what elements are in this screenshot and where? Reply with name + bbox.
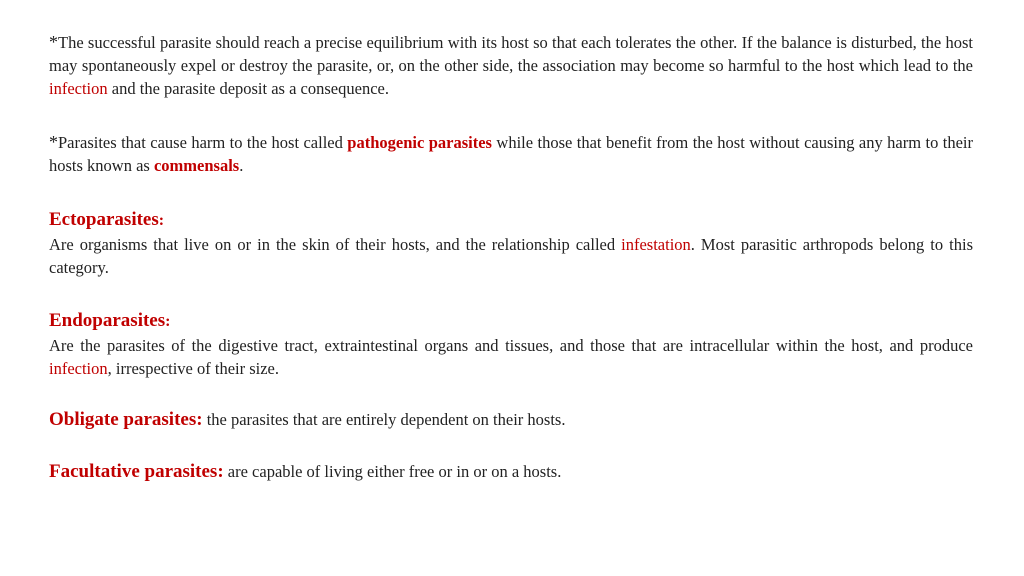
heading-colon: : bbox=[158, 212, 165, 229]
paragraph-text: Are organisms that live on or in the skin of their hosts, and the relationship called bbox=[49, 235, 622, 254]
bullet-star: * bbox=[49, 132, 58, 152]
heading-facultative-parasites: Facultative parasites: bbox=[49, 461, 224, 482]
term-infection: infection bbox=[49, 359, 108, 378]
heading-colon: : bbox=[165, 313, 171, 330]
heading-ectoparasites bbox=[49, 207, 973, 233]
paragraph-text: the parasites that are entirely dependent on their hosts. bbox=[202, 410, 566, 429]
paragraph-pathogenic bbox=[49, 131, 973, 177]
paragraph-text: Are the parasites of the digestive tract, extraintestinal organs and tissues, and those that are intracellular within the host, and produce bbox=[49, 336, 973, 355]
paragraph-text: are capable of living either free or in or on a hosts. bbox=[223, 462, 562, 481]
paragraph-text: and the parasite deposit as a consequence. bbox=[107, 79, 389, 98]
term-pathogenic-parasites: pathogenic parasites bbox=[347, 133, 492, 152]
term-infection: infection bbox=[49, 79, 108, 98]
paragraph-text: Parasites that cause harm to the host called bbox=[58, 133, 348, 152]
term-infestation: infestation bbox=[621, 235, 691, 254]
paragraph-text: The successful parasite should reach a precise equilibrium with its host so that each tolerates the other. If the balance is disturbed, the host may spontaneously expel or destroy the parasite, or, on the other side, the association may become so harmful to the host which lead to the bbox=[49, 33, 973, 75]
section-ectoparasites bbox=[49, 207, 973, 279]
paragraph-text: while those that benefit from the host without causing any harm to their hosts known as bbox=[49, 133, 973, 175]
term-commensals: commensals bbox=[153, 156, 240, 175]
paragraph-text: , irrespective of their size. bbox=[107, 359, 279, 378]
bullet-star: * bbox=[49, 32, 58, 52]
heading-text: Ectoparasites bbox=[49, 209, 159, 230]
paragraph-text: . bbox=[239, 156, 244, 175]
heading-text: Endoparasites bbox=[49, 310, 166, 331]
paragraph-equilibrium bbox=[49, 31, 973, 100]
section-facultative-parasites bbox=[49, 460, 973, 483]
paragraph-text: . Most parasitic arthropods belong to this category. bbox=[49, 235, 973, 277]
section-endoparasites bbox=[49, 308, 973, 380]
heading-obligate-parasites: Obligate parasites: bbox=[49, 409, 203, 430]
heading-endoparasites bbox=[49, 308, 973, 334]
section-obligate-parasites bbox=[49, 408, 973, 431]
